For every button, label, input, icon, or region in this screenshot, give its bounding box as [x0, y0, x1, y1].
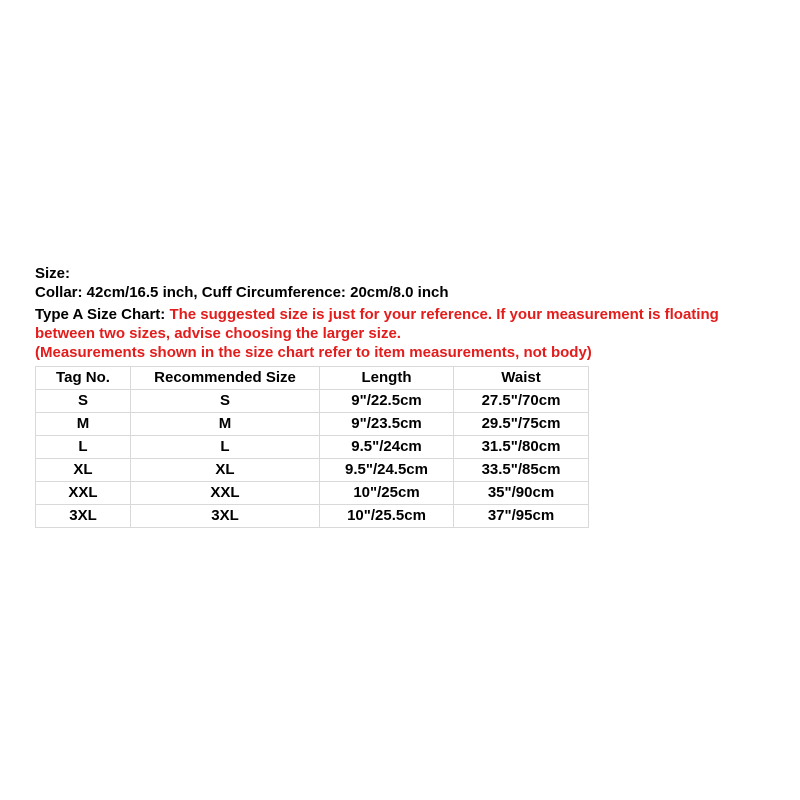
table-row	[36, 390, 589, 413]
cell-waist: 33.5"/85cm	[454, 459, 589, 482]
cell-waist: 27.5"/70cm	[454, 390, 589, 413]
cell-length: 10"/25.5cm	[320, 505, 454, 528]
cell-recommended-size: XXL	[131, 482, 320, 505]
cell-tag-no: M	[36, 413, 131, 436]
table-row	[36, 436, 589, 459]
cell-length: 9.5"/24.5cm	[320, 459, 454, 482]
chart-intro	[35, 305, 775, 343]
cell-length: 9"/23.5cm	[320, 413, 454, 436]
table-row	[36, 413, 589, 436]
cell-waist: 29.5"/75cm	[454, 413, 589, 436]
cell-waist: 35"/90cm	[454, 482, 589, 505]
cell-recommended-size: M	[131, 413, 320, 436]
table-row	[36, 505, 589, 528]
cell-tag-no: XL	[36, 459, 131, 482]
cell-length: 9"/22.5cm	[320, 390, 454, 413]
size-table	[35, 366, 589, 528]
cell-waist: 37"/95cm	[454, 505, 589, 528]
table-row	[36, 482, 589, 505]
cell-recommended-size: L	[131, 436, 320, 459]
header-recommended-size: Recommended Size	[131, 367, 320, 390]
cell-recommended-size: S	[131, 390, 320, 413]
cell-waist: 31.5"/80cm	[454, 436, 589, 459]
size-chart-document	[35, 264, 775, 528]
cell-length: 10"/25cm	[320, 482, 454, 505]
header-waist: Waist	[454, 367, 589, 390]
cell-recommended-size: XL	[131, 459, 320, 482]
header-length: Length	[320, 367, 454, 390]
table-row	[36, 459, 589, 482]
cell-tag-no: L	[36, 436, 131, 459]
cell-length: 9.5"/24cm	[320, 436, 454, 459]
header-tag-no: Tag No.	[36, 367, 131, 390]
chart-intro-note: The suggested size is just for your reference. If your measurement is floating between two sizes, advise choosing the larger size.	[35, 306, 719, 342]
cell-tag-no: S	[36, 390, 131, 413]
table-header-row	[36, 367, 589, 390]
cell-tag-no: 3XL	[36, 505, 131, 528]
cell-recommended-size: 3XL	[131, 505, 320, 528]
size-heading: Size:	[35, 265, 71, 282]
chart-intro-label: Type A Size Chart:	[35, 306, 170, 323]
measurement-note: (Measurements shown in the size chart refer to item measurements, not body)	[35, 344, 592, 361]
cell-tag-no: XXL	[36, 482, 131, 505]
collar-cuff-line: Collar: 42cm/16.5 inch, Cuff Circumference: 20cm/8.0 inch	[35, 284, 449, 301]
